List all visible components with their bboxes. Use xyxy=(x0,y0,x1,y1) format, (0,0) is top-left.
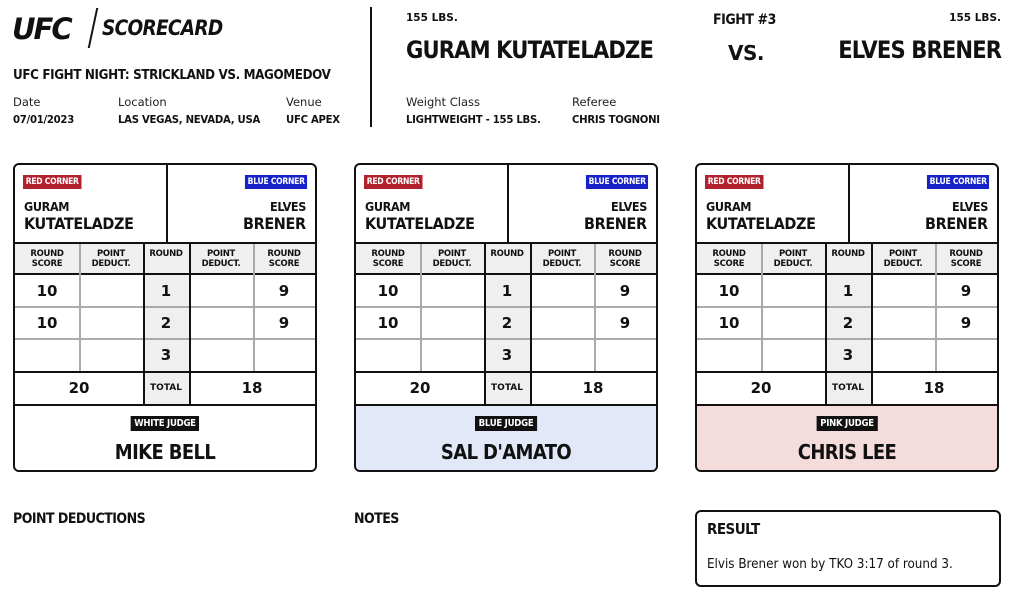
referee-value: CHRIS TOGNONI xyxy=(572,113,660,126)
blue-point-deduct xyxy=(530,276,594,306)
round-number: 2 xyxy=(842,314,854,332)
red-round-score: 10 xyxy=(718,314,740,332)
blue-point-deduct xyxy=(189,308,253,338)
location-label: Location xyxy=(118,95,167,109)
result-box xyxy=(695,510,1001,587)
blue-first-name: ELVES xyxy=(611,199,647,214)
blue-first-name: ELVES xyxy=(270,199,306,214)
col-divider xyxy=(484,244,486,404)
col-divider xyxy=(871,244,873,404)
judge-badge: WHITE JUDGE xyxy=(131,416,200,431)
red-round-score-header: ROUND SCORE xyxy=(697,244,761,275)
red-point-deduct xyxy=(79,340,143,370)
red-round-score-header: ROUND SCORE xyxy=(15,244,79,275)
round-number: 1 xyxy=(501,282,513,300)
blue-corner-badge: BLUE CORNER xyxy=(586,175,648,189)
red-round-score xyxy=(697,340,761,370)
blue-round-score xyxy=(253,340,315,370)
judge-badge: PINK JUDGE xyxy=(817,416,878,431)
blue-point-deduct xyxy=(530,308,594,338)
fighters-divider xyxy=(166,165,168,242)
red-first-name: GURAM xyxy=(365,199,411,214)
scorecard-3 xyxy=(695,163,999,472)
fighters-divider xyxy=(507,165,509,242)
red-round-score: 10 xyxy=(718,282,740,300)
blue-point-deduct xyxy=(189,276,253,306)
header-divider xyxy=(370,7,372,127)
fight-number: FIGHT #3 xyxy=(713,12,776,28)
red-corner-badge: RED CORNER xyxy=(23,175,81,189)
red-point-deduct xyxy=(420,308,484,338)
red-point-deduct xyxy=(761,276,825,306)
date-value: 07/01/2023 xyxy=(13,113,74,126)
weight-class-value: LIGHTWEIGHT - 155 LBS. xyxy=(406,113,541,126)
red-total: 20 xyxy=(409,379,431,397)
red-corner-badge: RED CORNER xyxy=(705,175,763,189)
date-label: Date xyxy=(13,95,41,109)
red-point-deduct-header: POINT DEDUCT. xyxy=(79,244,143,275)
round-number: 1 xyxy=(160,282,172,300)
judge-name: MIKE BELL xyxy=(114,440,216,464)
red-point-deduct xyxy=(761,340,825,370)
blue-point-deduct xyxy=(871,308,935,338)
weight-class-label: Weight Class xyxy=(406,95,480,109)
red-round-score: 10 xyxy=(377,282,399,300)
blue-round-score-header: ROUND SCORE xyxy=(594,244,656,275)
ufc-logo-text: UFC xyxy=(12,13,71,43)
round-number: 2 xyxy=(501,314,513,332)
judge-name: CHRIS LEE xyxy=(797,440,897,464)
red-fighter-name: GURAM KUTATELADZE xyxy=(406,36,654,64)
event-title: UFC FIGHT NIGHT: STRICKLAND VS. MAGOMEDOV xyxy=(13,68,331,83)
red-total: 20 xyxy=(750,379,772,397)
round-number: 3 xyxy=(160,346,172,364)
scorecard-2 xyxy=(354,163,658,472)
blue-round-score: 9 xyxy=(960,314,972,332)
red-first-name: GURAM xyxy=(706,199,752,214)
round-number: 1 xyxy=(842,282,854,300)
col-divider xyxy=(594,244,596,371)
point-deductions-heading: POINT DEDUCTIONS xyxy=(13,511,146,527)
blue-last-name: BRENER xyxy=(925,214,988,233)
red-round-score-header: ROUND SCORE xyxy=(356,244,420,275)
red-point-deduct xyxy=(420,276,484,306)
col-divider xyxy=(79,244,81,371)
red-point-deduct-header: POINT DEDUCT. xyxy=(761,244,825,275)
blue-round-score-header: ROUND SCORE xyxy=(253,244,315,275)
round-number: 3 xyxy=(501,346,513,364)
red-first-name: GURAM xyxy=(24,199,70,214)
venue-label: Venue xyxy=(286,95,322,109)
blue-round-score xyxy=(594,340,656,370)
blue-total: 18 xyxy=(241,379,263,397)
logo-divider xyxy=(88,8,99,48)
red-last-name: KUTATELADZE xyxy=(365,214,475,233)
total-label: TOTAL xyxy=(143,373,189,404)
blue-total: 18 xyxy=(582,379,604,397)
judge-section xyxy=(15,406,315,470)
red-fighter-weight: 155 LBS. xyxy=(406,12,458,24)
red-round-score xyxy=(356,340,420,370)
col-divider xyxy=(530,244,532,404)
round-number: 3 xyxy=(842,346,854,364)
blue-fighter-weight: 155 LBS. xyxy=(949,12,1001,24)
round-number: 2 xyxy=(160,314,172,332)
red-round-score: 10 xyxy=(36,314,58,332)
blue-corner-badge: BLUE CORNER xyxy=(927,175,989,189)
total-label: TOTAL xyxy=(484,373,530,404)
vs-label: VS. xyxy=(728,41,764,65)
col-divider xyxy=(253,244,255,371)
col-divider xyxy=(143,244,145,404)
blue-point-deduct xyxy=(530,340,594,370)
red-round-score: 10 xyxy=(377,314,399,332)
ufc-scorecard-logo xyxy=(12,8,239,48)
judge-badge: BLUE JUDGE xyxy=(475,416,537,431)
location-value: LAS VEGAS, NEVADA, USA xyxy=(118,113,261,126)
red-round-score xyxy=(15,340,79,370)
col-divider xyxy=(761,244,763,371)
round-header: ROUND xyxy=(825,244,871,275)
blue-round-score: 9 xyxy=(619,314,631,332)
blue-round-score: 9 xyxy=(960,282,972,300)
red-last-name: KUTATELADZE xyxy=(706,214,816,233)
blue-first-name: ELVES xyxy=(952,199,988,214)
blue-round-score: 9 xyxy=(278,314,290,332)
blue-total: 18 xyxy=(923,379,945,397)
blue-last-name: BRENER xyxy=(243,214,306,233)
blue-point-deduct-header: POINT DEDUCT. xyxy=(189,244,253,275)
blue-point-deduct xyxy=(871,276,935,306)
notes-heading: NOTES xyxy=(354,511,399,527)
blue-point-deduct-header: POINT DEDUCT. xyxy=(871,244,935,275)
blue-round-score: 9 xyxy=(619,282,631,300)
round-header: ROUND xyxy=(143,244,189,275)
red-total: 20 xyxy=(68,379,90,397)
blue-corner-badge: BLUE CORNER xyxy=(245,175,307,189)
venue-value: UFC APEX xyxy=(286,113,340,126)
col-divider xyxy=(189,244,191,404)
blue-round-score: 9 xyxy=(278,282,290,300)
judge-section xyxy=(697,406,997,470)
judge-name: SAL D'AMATO xyxy=(440,440,572,464)
referee-label: Referee xyxy=(572,95,617,109)
result-heading: RESULT xyxy=(707,520,760,538)
blue-fighter-name: ELVES BRENER xyxy=(838,36,1001,64)
blue-point-deduct xyxy=(871,340,935,370)
blue-round-score xyxy=(935,340,997,370)
red-point-deduct-header: POINT DEDUCT. xyxy=(420,244,484,275)
col-divider xyxy=(935,244,937,371)
blue-last-name: BRENER xyxy=(584,214,647,233)
scorecard-1 xyxy=(13,163,317,472)
red-point-deduct xyxy=(79,308,143,338)
total-label: TOTAL xyxy=(825,373,871,404)
fighters-divider xyxy=(848,165,850,242)
red-point-deduct xyxy=(79,276,143,306)
red-round-score: 10 xyxy=(36,282,58,300)
result-text: Elvis Brener won by TKO 3:17 of round 3. xyxy=(707,557,953,572)
col-divider xyxy=(825,244,827,404)
col-divider xyxy=(420,244,422,371)
blue-point-deduct xyxy=(189,340,253,370)
scorecard-title: SCORECARD xyxy=(102,16,223,40)
round-header: ROUND xyxy=(484,244,530,275)
blue-point-deduct-header: POINT DEDUCT. xyxy=(530,244,594,275)
blue-round-score-header: ROUND SCORE xyxy=(935,244,997,275)
judge-section xyxy=(356,406,656,470)
ufc-logo-icon xyxy=(12,13,86,43)
red-corner-badge: RED CORNER xyxy=(364,175,422,189)
red-point-deduct xyxy=(420,340,484,370)
red-point-deduct xyxy=(761,308,825,338)
red-last-name: KUTATELADZE xyxy=(24,214,134,233)
